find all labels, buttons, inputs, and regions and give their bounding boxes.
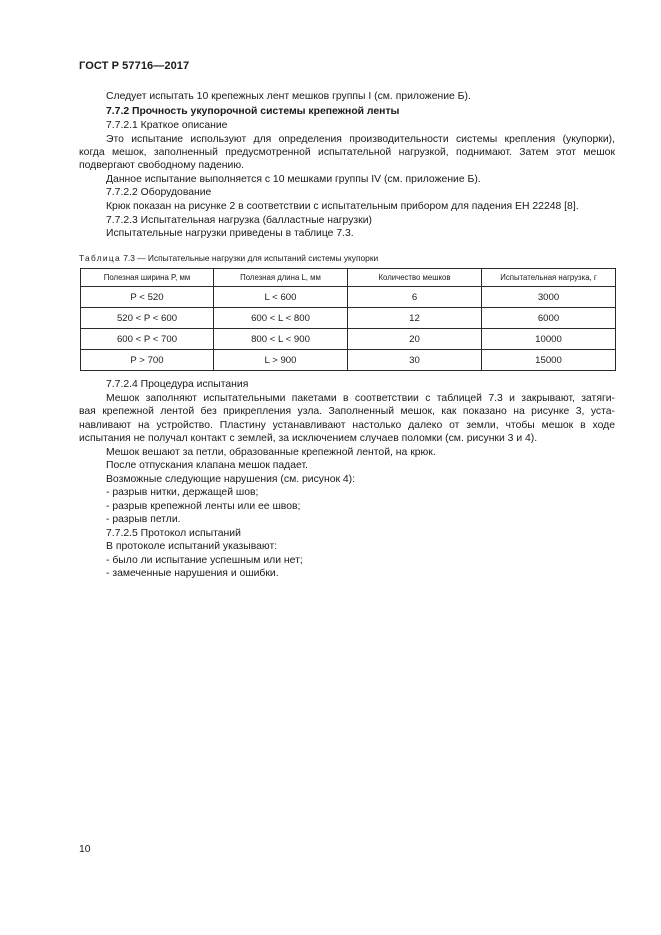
table-cell: 600 < L < 800: [214, 308, 348, 329]
table-cell: 3000: [482, 287, 616, 308]
paragraph-line: Испытательные нагрузки приведены в таблице 7.3.: [106, 228, 354, 239]
table-cell: P > 700: [81, 350, 214, 371]
table-caption-text: 7.3 — Испытательные нагрузки для испытаний системы укупорки: [123, 253, 379, 263]
paragraph-line: Возможные следующие нарушения (см. рисунок 4):: [106, 474, 356, 485]
loads-table: [80, 268, 616, 371]
paragraph-line: испытания не получал контакт с землей, за исключением случаев поломки (см. рисунки 3 и 4).: [79, 433, 538, 444]
table-cell: P < 520: [81, 287, 214, 308]
table-cell: 520 < P < 600: [81, 308, 214, 329]
subsection-heading: 7.7.2.5 Протокол испытаний: [106, 528, 241, 539]
subsection-heading: 7.7.2.2 Оборудование: [106, 187, 212, 198]
table-row: [81, 329, 616, 350]
list-item: - было ли испытание успешным или нет;: [106, 555, 303, 566]
table-cell: 6000: [482, 308, 616, 329]
list-item: - разрыв крепежной ленты или ее швов;: [106, 501, 301, 512]
table-header-row: [81, 269, 616, 287]
column-header: Полезная длина L, мм: [214, 269, 348, 287]
paragraph-line: Крюк показан на рисунке 2 в соответствии с испытательным прибором для падения ЕН 22248 [8].: [106, 201, 579, 212]
list-item: - разрыв нитки, держащей шов;: [106, 487, 259, 498]
section-heading: 7.7.2 Прочность укупорочной системы крепежной ленты: [106, 106, 400, 117]
paragraph-line: Мешок вешают за петли, образованные крепежной лентой, на крюк.: [106, 447, 436, 458]
document-header: ГОСТ Р 57716—2017: [79, 60, 190, 72]
table-row: [81, 350, 616, 371]
column-header: Испытательная нагрузка, г: [482, 269, 616, 287]
paragraph-line: Это испытание используют для определения производительности системы крепления (укупорки),: [106, 134, 615, 145]
subsection-heading: 7.7.2.1 Краткое описание: [106, 120, 228, 131]
subsection-heading: 7.7.2.4 Процедура испытания: [106, 379, 249, 390]
paragraph-line: Мешок заполняют испытательными пакетами в соответствии с таблицей 7.3 и закрывают, затяги-: [106, 393, 615, 404]
paragraph-line: Данное испытание выполняется с 10 мешками группы IV (см. приложение Б).: [106, 174, 481, 185]
table-cell: 12: [348, 308, 482, 329]
table-cell: 20: [348, 329, 482, 350]
page-number: 10: [79, 844, 91, 855]
paragraph-line: В протоколе испытаний указывают:: [106, 541, 278, 552]
table-cell: 15000: [482, 350, 616, 371]
column-header: Полезная ширина P, мм: [81, 269, 214, 287]
table-caption: [79, 253, 378, 263]
table-row: [81, 287, 616, 308]
list-item: - замеченные нарушения и ошибки.: [106, 568, 279, 579]
table-cell: 10000: [482, 329, 616, 350]
table-caption-label: Таблица: [79, 253, 121, 263]
paragraph-line: После отпускания клапана мешок падает.: [106, 460, 308, 471]
table-cell: 600 < P < 700: [81, 329, 214, 350]
column-header: Количество мешков: [348, 269, 482, 287]
table-row: [81, 308, 616, 329]
paragraph-line: вая крепежной лентой без прикрепления узла. Заполненный мешок, как показано на рисунке 3, уста-: [79, 406, 615, 417]
table-cell: 800 < L < 900: [214, 329, 348, 350]
list-item: - разрыв петли.: [106, 514, 181, 525]
paragraph-line: навливают на устройство. Пластину устанавливают настолько далеко от земли, чтобы мешок в ходе: [79, 420, 615, 431]
table-cell: L < 600: [214, 287, 348, 308]
paragraph-line: подвергают свободному падению.: [79, 160, 245, 171]
paragraph-line: Следует испытать 10 крепежных лент мешков группы I (см. приложение Б).: [106, 91, 471, 102]
table-cell: 30: [348, 350, 482, 371]
table-cell: L > 900: [214, 350, 348, 371]
subsection-heading: 7.7.2.3 Испытательная нагрузка (балластные нагрузки): [106, 215, 372, 226]
table-cell: 6: [348, 287, 482, 308]
paragraph-line: когда мешок, заполненный предусмотренной испытательной нагрузкой, поднимают. Затем этот мешок: [79, 147, 615, 158]
